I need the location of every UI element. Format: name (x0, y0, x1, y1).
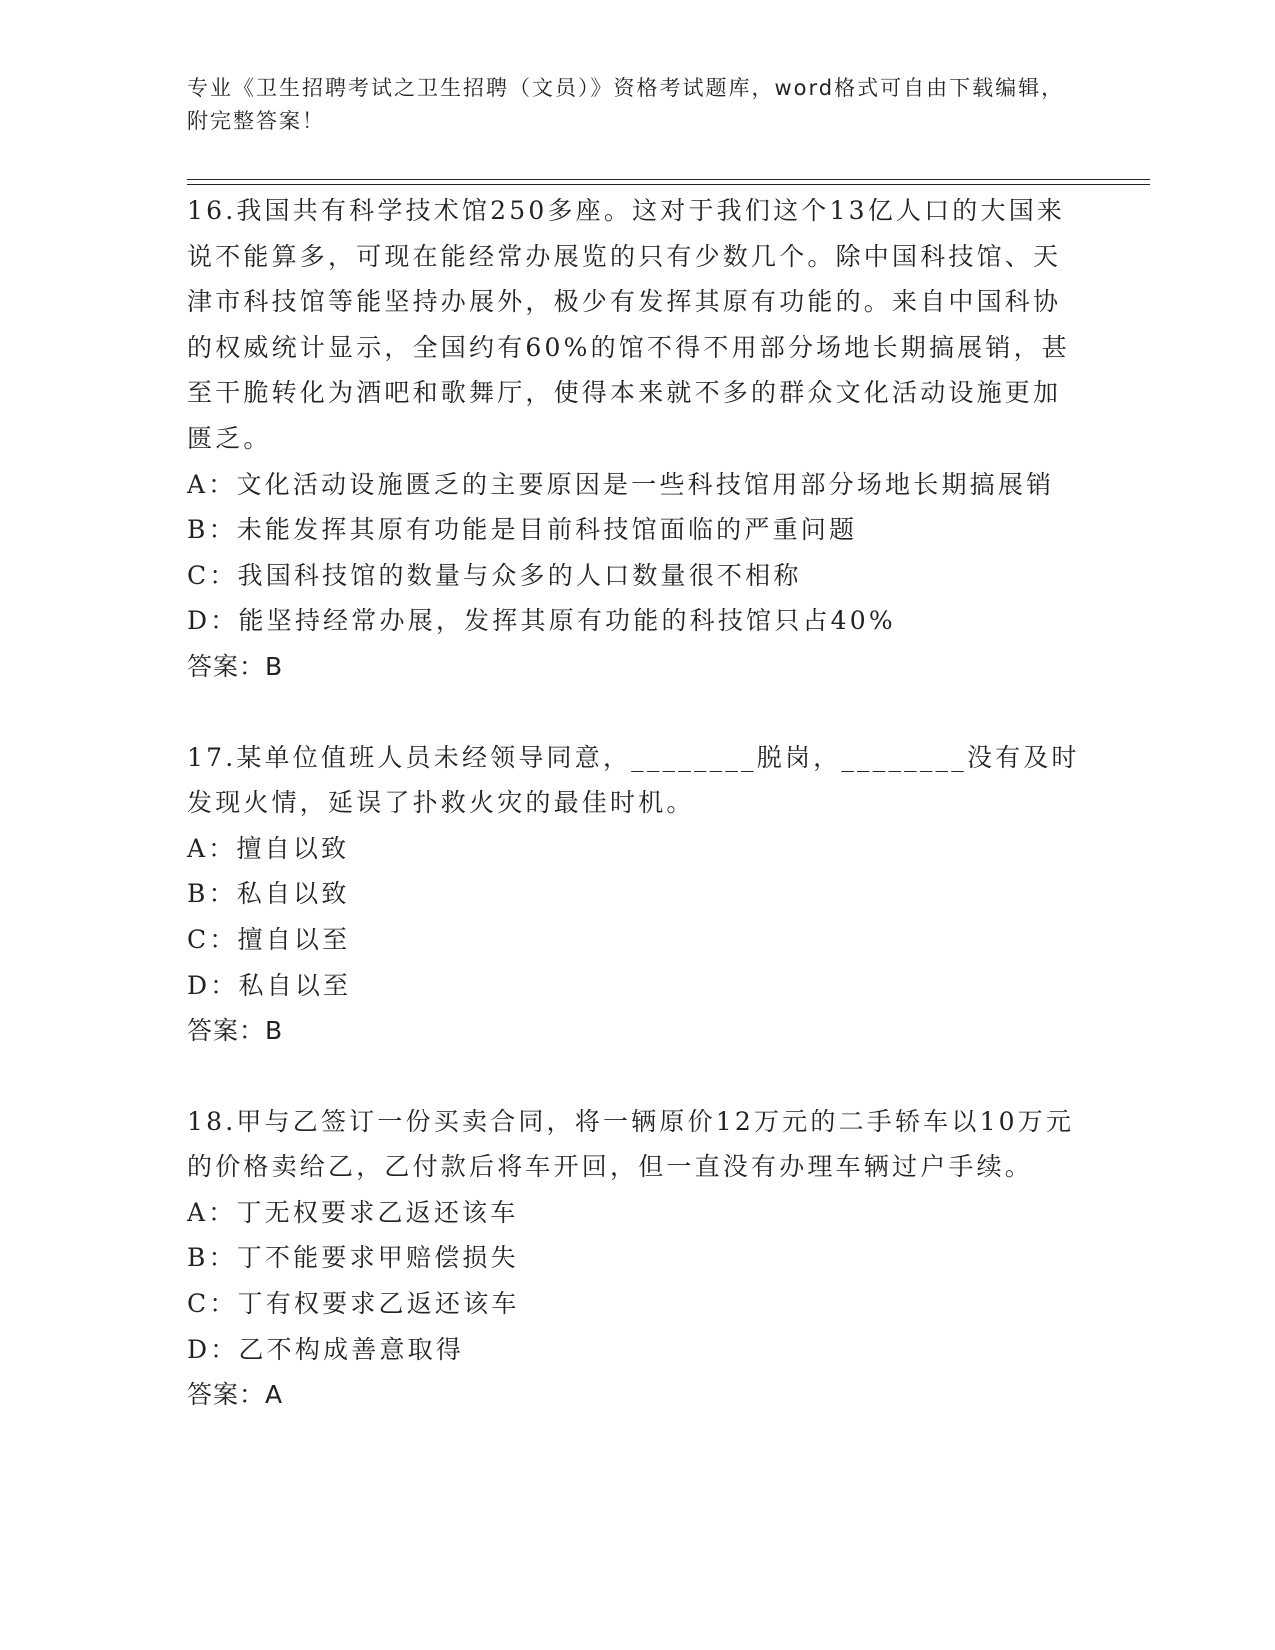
question-stem: 18.甲与乙签订一份买卖合同，将一辆原价12万元的二手轿车以10万元的价格卖给乙，乙付款后将车开回，但一直没有办理车辆过户手续。 (187, 1106, 1075, 1182)
option-b: B：未能发挥其原有功能是目前科技馆面临的严重问题 (187, 515, 858, 545)
question-17 (187, 735, 1087, 1054)
question-spacer (187, 1054, 1087, 1099)
option-d: D：私自以至 (187, 970, 352, 1000)
option-a: A：文化活动设施匮乏的主要原因是一些科技馆用部分场地长期搞展销 (187, 469, 1055, 499)
option-d: D：乙不构成善意取得 (187, 1334, 465, 1364)
option-c: C：擅自以至 (187, 924, 351, 954)
question-stem: 16.我国共有科学技术馆250多座。这对于我们这个13亿人口的大国来说不能算多，可现在能经常办展览的只有少数几个。除中国科技馆、天津市科技馆等能坚持办展外，极少有发挥其原有功能的。来自中国科协的权威统计显示，全国约有60%的馆不得不用部分场地长期搞展销，甚至干脆转化为酒吧和歌舞厅，使得本来就不多的群众文化活动设施更加匮乏。 (187, 196, 1070, 453)
answer-line: 答案：B (187, 651, 284, 681)
header-rule-top (187, 179, 1150, 180)
option-a: A：丁无权要求乙返还该车 (187, 1197, 519, 1227)
option-d: D：能坚持经常办展，发挥其原有功能的科技馆只占40% (187, 606, 896, 636)
option-b: B：私自以致 (187, 879, 350, 909)
option-c: C：丁有权要求乙返还该车 (187, 1289, 520, 1319)
option-c: C：我国科技馆的数量与众多的人口数量很不相称 (187, 560, 802, 590)
question-16 (187, 188, 1087, 690)
header-rule-bottom (187, 184, 1150, 185)
document-header: 专业《卫生招聘考试之卫生招聘（文员）》资格考试题库，word格式可自由下载编辑，附完整答案！ (187, 76, 1065, 133)
question-spacer (187, 690, 1087, 735)
question-18 (187, 1099, 1087, 1418)
answer-line: 答案：A (187, 1380, 284, 1410)
question-stem: 17.某单位值班人员未经领导同意，________脱岗，________没有及时发现火情，延误了扑救火灾的最佳时机。 (187, 742, 1080, 818)
answer-line: 答案：B (187, 1016, 284, 1046)
option-b: B：丁不能要求甲赔偿损失 (187, 1243, 519, 1273)
option-a: A：擅自以致 (187, 833, 350, 863)
question-list (187, 188, 1087, 1418)
